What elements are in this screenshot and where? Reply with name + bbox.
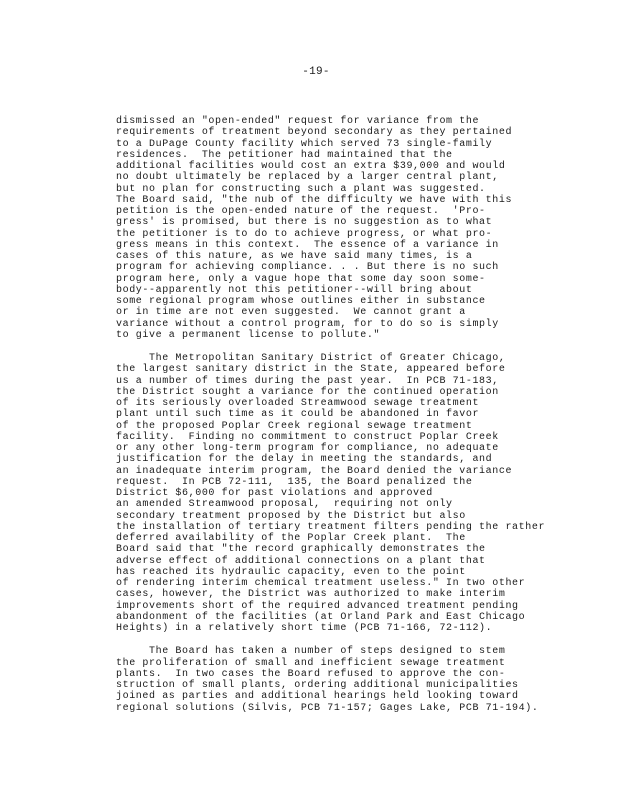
text-line: improvements short of the required advanced treatment pending — [116, 600, 519, 612]
text-line: to a DuPage County facility which served 73 single-family — [116, 138, 493, 150]
text-line: program here, only a vague hope that some day soon some- — [116, 273, 486, 285]
text-line: body--apparently not this petitioner--will bring about — [116, 284, 473, 296]
text-line: residences. The petitioner had maintained that the — [116, 149, 453, 161]
text-line: District $6,000 for past violations and approved — [116, 488, 433, 499]
text-line: gress means in this context. The essence of a variance in — [116, 239, 499, 251]
text-line: us a number of times during the past year. In PCB 71-183, — [116, 375, 499, 387]
text-line: but no plan for constructing such a plant was suggested. — [116, 183, 486, 195]
page-number: -19- — [302, 66, 330, 78]
text-line: plant until such time as it could be abandoned in favor — [116, 409, 480, 421]
text-line: facility. Finding no commitment to construct Poplar Creek — [116, 431, 499, 443]
text-line: the proliferation of small and inefficient sewage treatment — [116, 657, 506, 669]
text-line: secondary treatment proposed by the District but also — [116, 510, 466, 522]
text-line: cases, however, the District was authorized to make interim — [116, 589, 506, 601]
text-line: of its seriously overloaded Streamwood sewage treatment — [116, 398, 480, 409]
text-line: of rendering interim chemical treatment useless." In two other — [116, 578, 526, 589]
paragraph-gap — [116, 341, 616, 353]
text-line: of the proposed Poplar Creek regional sewage treatment — [116, 420, 473, 432]
text-line: The Board has taken a number of steps designed to stem — [116, 646, 506, 658]
document-body — [116, 116, 616, 714]
text-line: gress' is promised, but there is no suggestion as to what — [116, 217, 493, 229]
text-line: adverse effect of additional connections on a plant that — [116, 555, 486, 567]
text-line: or any other long-term program for compliance, no adequate — [116, 443, 499, 454]
text-line: program for achieving compliance. . . But there is no such — [116, 262, 499, 274]
text-line: cases of this nature, as we have said many times, is a — [116, 251, 473, 262]
text-line: requirements of treatment beyond secondary as they pertained — [116, 127, 513, 139]
text-line: has reached its hydraulic capacity, even to the point — [116, 566, 466, 578]
text-line: regional solutions (Silvis, PCB 71-157; Gages Lake, PCB 71-194). — [116, 702, 539, 714]
paragraph-gap — [116, 634, 616, 646]
text-line: joined as parties and additional hearings held looking toward — [116, 691, 519, 703]
text-line: to give a permanent license to pollute." — [116, 329, 381, 341]
text-line: some regional program whose outlines either in substance — [116, 296, 486, 307]
text-line: Heights) in a relatively short time (PCB 71-166, 72-112). — [116, 623, 493, 634]
text-line: The Metropolitan Sanitary District of Greater Chicago, — [116, 353, 506, 364]
text-line: petition is the open-ended nature of the request. 'Pro- — [116, 206, 486, 217]
text-line: deferred availability of the Poplar Creek plant. The — [116, 533, 466, 544]
text-line: the largest sanitary district in the State, appeared before — [116, 364, 506, 376]
text-line: an amended Streamwood proposal, requiring not only — [116, 499, 453, 511]
text-line: struction of small plants, ordering additional municipalities — [116, 680, 519, 691]
paragraph-open-ended-variance — [116, 116, 616, 341]
text-line: justification for the delay in meeting the standards, and — [116, 454, 493, 466]
text-line: the installation of tertiary treatment filters pending the rather — [116, 521, 546, 533]
text-line: or in time are not even suggested. We cannot grant a — [116, 307, 466, 319]
text-line: an inadequate interim program, the Board denied the variance — [116, 465, 513, 477]
text-line: abandonment of the facilities (at Orland Park and East Chicago — [116, 611, 526, 623]
text-line: no doubt ultimately be replaced by a larger central plant, — [116, 172, 499, 184]
text-line: The Board said, "the nub of the difficulty we have with this — [116, 194, 513, 206]
text-line: variance without a control program, for to do so is simply — [116, 318, 499, 330]
text-line: dismissed an "open-ended" request for variance from the — [116, 116, 480, 127]
text-line: additional facilities would cost an extra $39,000 and would — [116, 161, 506, 172]
text-line: the petitioner is to do to achieve progress, or what pro- — [116, 228, 493, 240]
paragraph-metropolitan-sanitary-district — [116, 353, 616, 634]
text-line: request. In PCB 72-111, 135, the Board penalized the — [116, 476, 473, 488]
text-line: plants. In two cases the Board refused to approve the con- — [116, 668, 506, 680]
text-line: the District sought a variance for the continued operation — [116, 386, 499, 398]
text-line: Board said that "the record graphically demonstrates the — [116, 544, 486, 556]
paragraph-small-plants — [116, 646, 616, 714]
